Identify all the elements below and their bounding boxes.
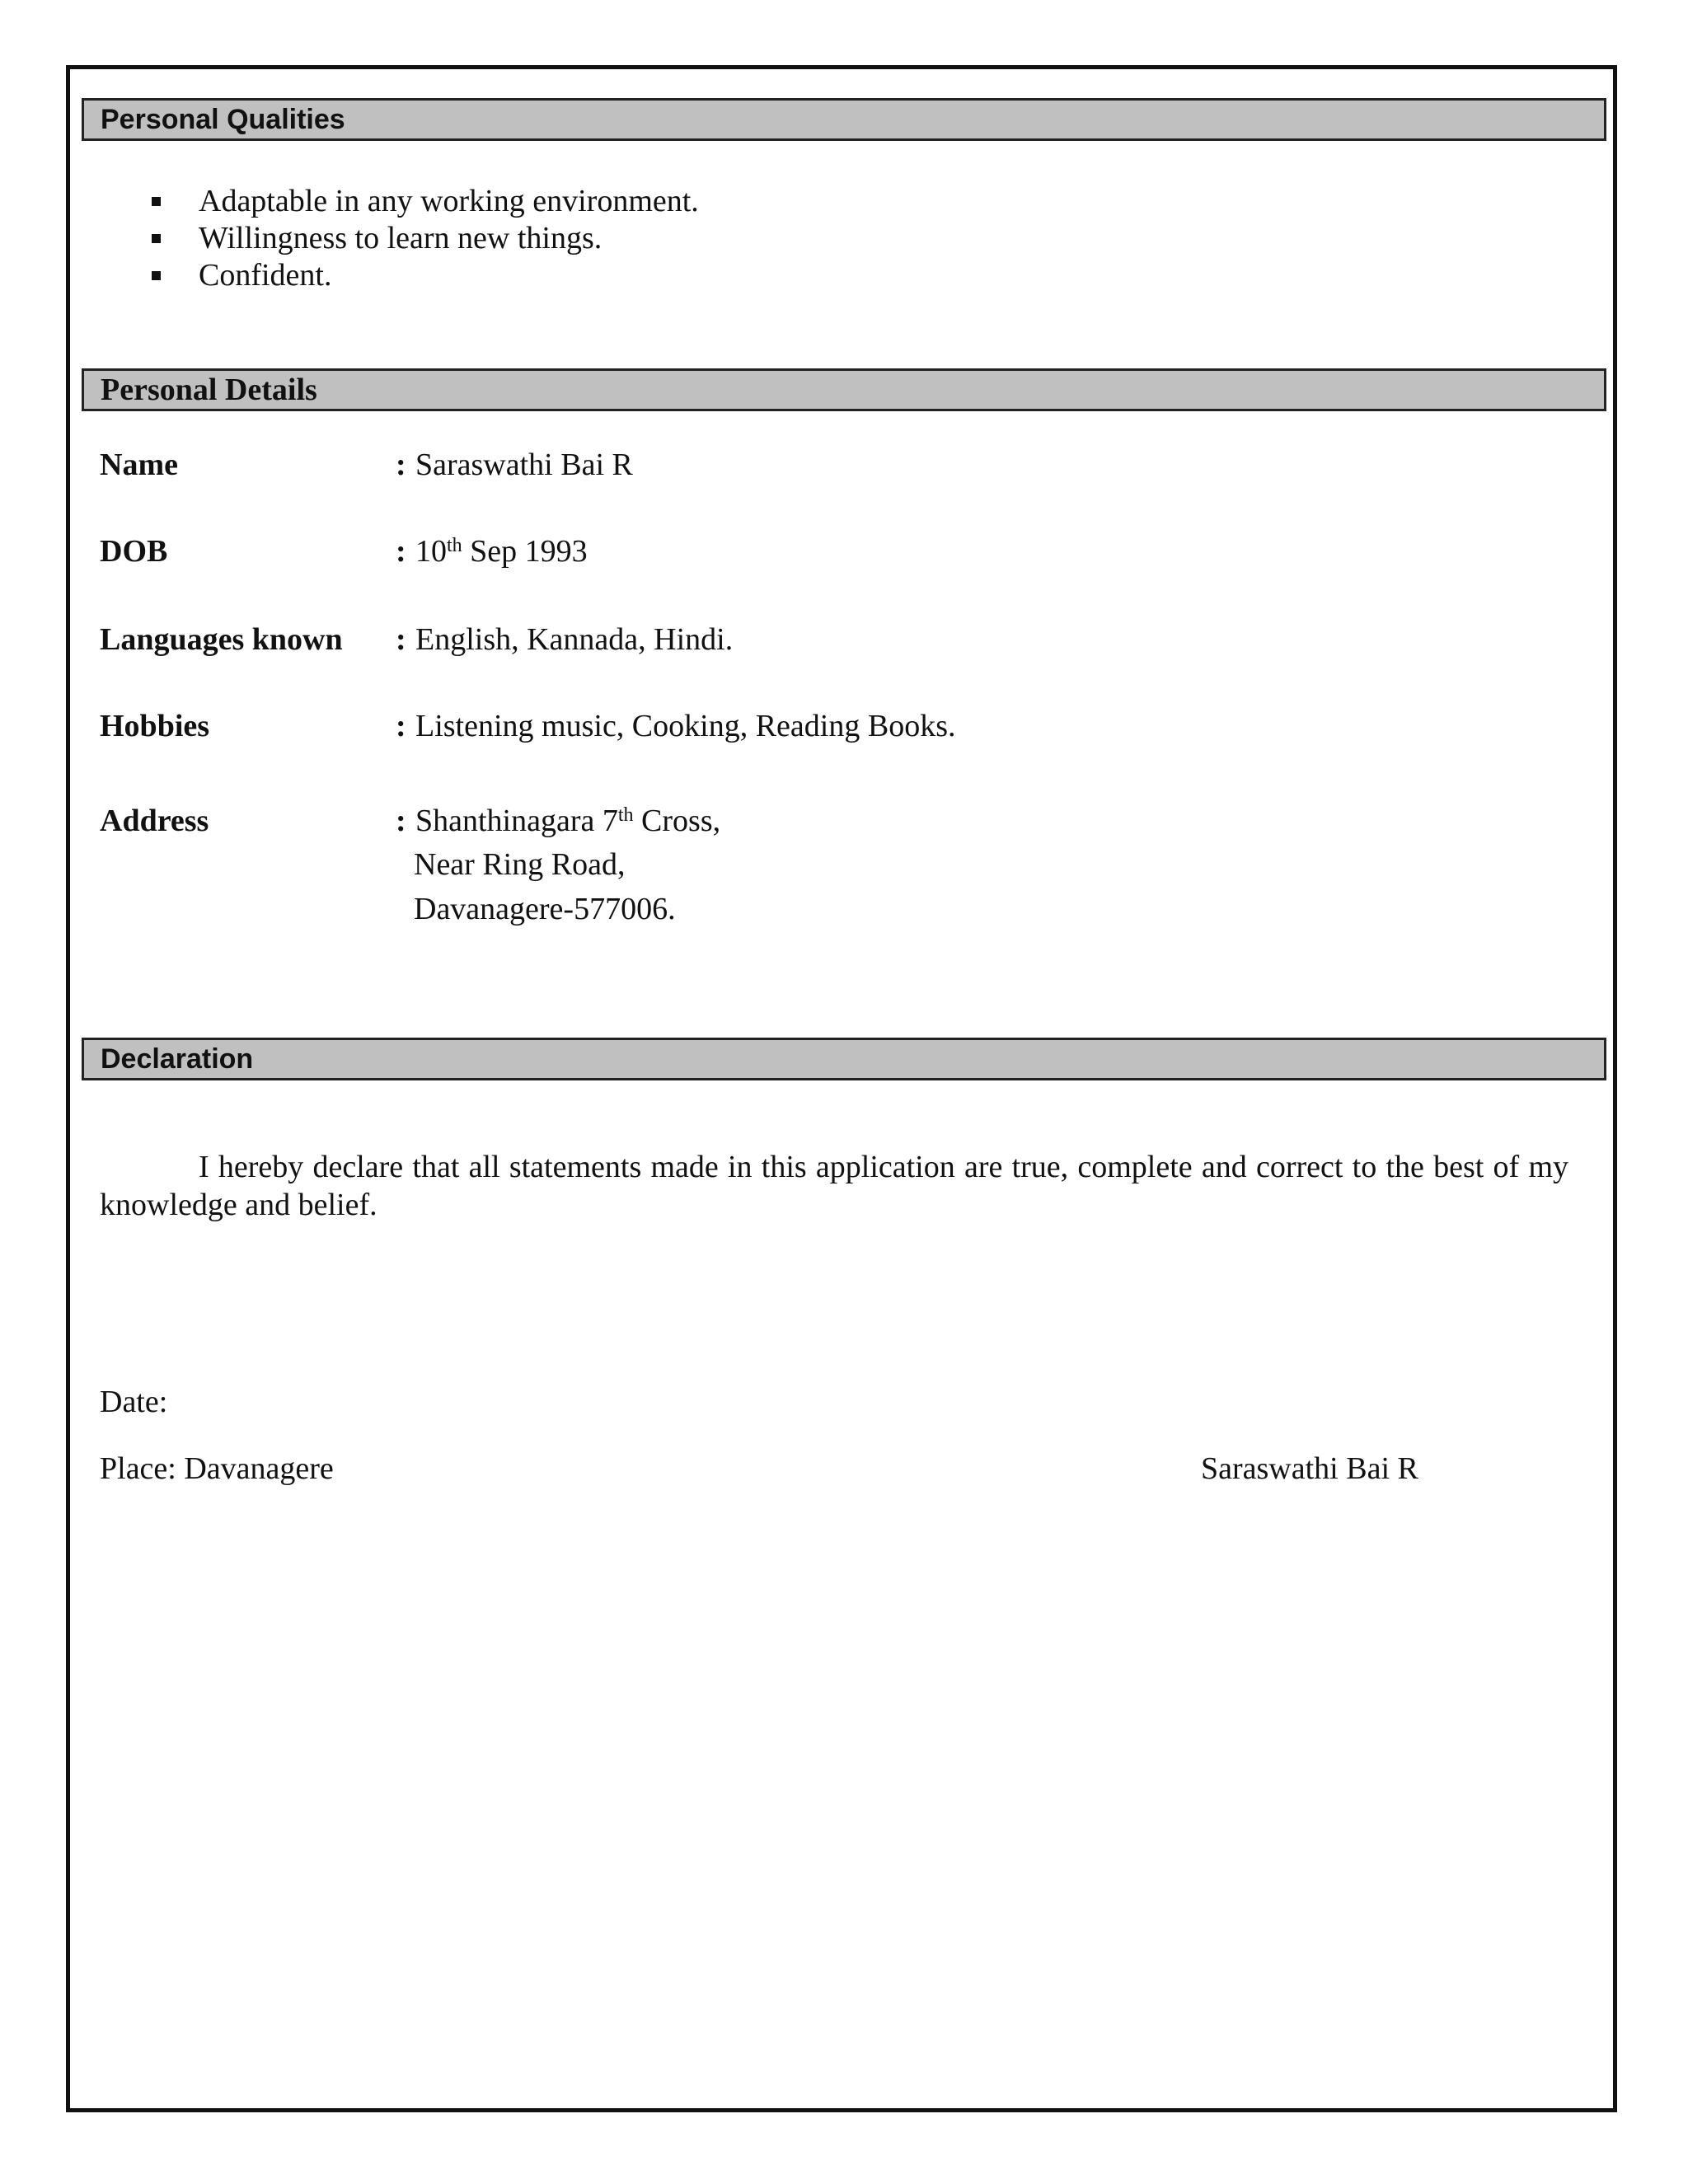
personal-qualities-heading: Personal Qualities <box>82 98 1606 141</box>
address-suffix: th <box>617 804 634 826</box>
date-label: Date: <box>100 1385 168 1419</box>
dob-day: 10 <box>415 534 447 569</box>
address-label: Address <box>100 804 209 838</box>
dob-value <box>415 532 588 570</box>
quality-text: Adaptable in any working environment. <box>199 184 699 218</box>
hobbies-colon: : <box>396 709 406 743</box>
name-colon: : <box>396 448 406 482</box>
languages-value: English, Kannada, Hindi. <box>415 622 734 657</box>
personal-qualities-list <box>148 183 699 294</box>
languages-colon: : <box>396 622 406 657</box>
address-line-2: Near Ring Road, <box>414 847 626 882</box>
square-bullet-icon <box>152 197 161 206</box>
quality-text: Willingness to learn new things. <box>199 221 603 255</box>
declaration-text: I hereby declare that all statements made in this application are true, complete and correct to the best of my knowledge and belief. <box>100 1150 1568 1222</box>
dob-label: DOB <box>100 534 168 569</box>
list-item <box>148 183 699 220</box>
signature-name: Saraswathi Bai R <box>1201 1451 1418 1486</box>
declaration-heading: Declaration <box>82 1038 1606 1080</box>
place-label: Place: Davanagere <box>100 1451 334 1486</box>
square-bullet-icon <box>152 234 161 243</box>
list-item <box>148 257 699 294</box>
address-cross: Cross, <box>633 804 721 838</box>
address-street: Shanthinagara 7 <box>415 804 618 838</box>
languages-label: Languages known <box>100 622 343 657</box>
dob-month-year: Sep 1993 <box>462 534 588 569</box>
dob-colon: : <box>396 534 406 569</box>
dob-suffix: th <box>447 535 462 556</box>
address-colon: : <box>396 804 406 838</box>
list-item <box>148 220 699 257</box>
name-value: Saraswathi Bai R <box>415 448 633 482</box>
hobbies-label: Hobbies <box>100 709 210 743</box>
personal-details-heading: Personal Details <box>82 368 1606 411</box>
hobbies-value: Listening music, Cooking, Reading Books. <box>415 709 956 743</box>
quality-text: Confident. <box>199 258 332 293</box>
address-line-1 <box>415 802 720 840</box>
square-bullet-icon <box>152 271 161 280</box>
name-label: Name <box>100 448 178 482</box>
address-line-3: Davanagere-577006. <box>414 892 676 926</box>
